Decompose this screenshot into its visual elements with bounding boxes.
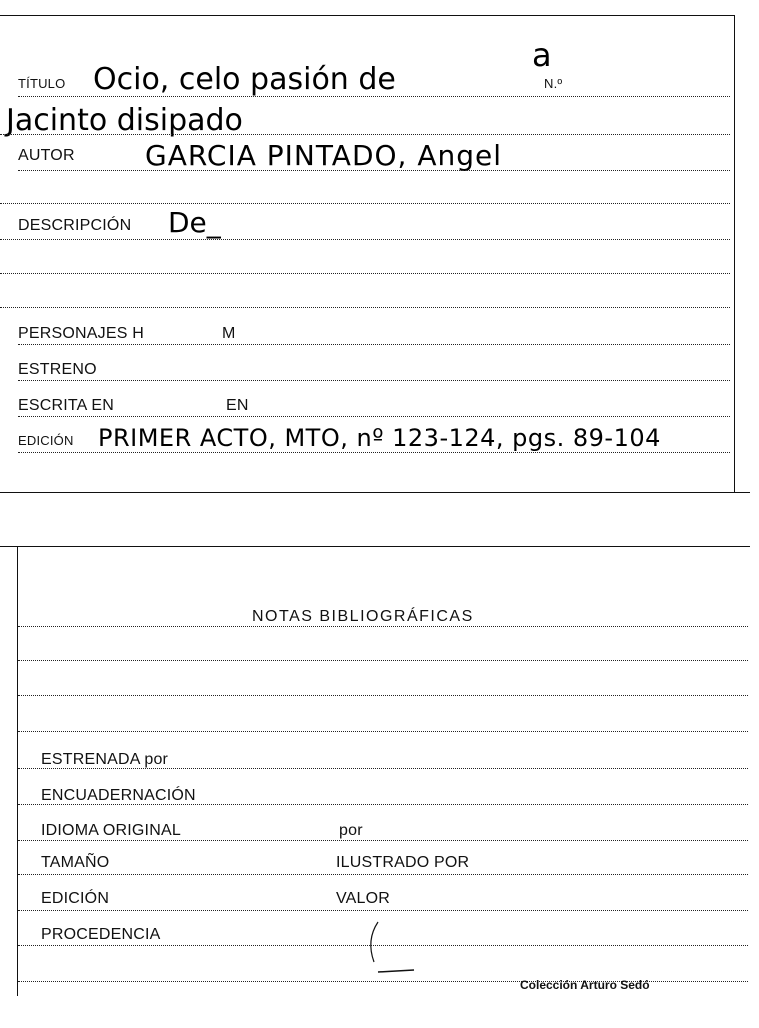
notas-line-3 xyxy=(18,695,748,696)
edicion-line xyxy=(18,452,730,453)
titulo-value-line2: Jacinto disipado xyxy=(6,103,243,138)
idioma-line xyxy=(18,840,748,841)
edicion-bottom-line xyxy=(18,910,748,911)
tamano-label: TAMAÑO xyxy=(41,854,110,871)
personajes-line xyxy=(18,344,730,345)
titulo-value: Ocio, celo pasión de xyxy=(93,62,396,97)
coleccion-label: Colección Arturo Sedó xyxy=(520,978,650,992)
valor-label: VALOR xyxy=(336,890,391,907)
notas-line-2 xyxy=(18,660,748,661)
estrenada-label: ESTRENADA por xyxy=(41,751,169,768)
notas-line-1 xyxy=(18,626,748,627)
bracket-mark xyxy=(364,918,424,978)
por-label: por xyxy=(339,822,363,839)
edicion-value: PRIMER ACTO, MTO, nº 123-124, pgs. 89-104 xyxy=(98,424,661,452)
bottom-card-left-border xyxy=(17,546,18,996)
estreno-label: ESTRENO xyxy=(18,361,97,378)
notas-heading: NOTAS BIBLIOGRÁFICAS xyxy=(252,608,474,625)
numero-value: a xyxy=(532,36,552,74)
titulo-line2 xyxy=(0,134,730,135)
escrita-en2-label: EN xyxy=(226,397,249,414)
blank-line-1 xyxy=(0,203,730,204)
numero-label: N.º xyxy=(544,76,563,91)
autor-label: AUTOR xyxy=(18,147,75,164)
encuadernacion-label: ENCUADERNACIÓN xyxy=(41,787,196,804)
bottom-card-top-border xyxy=(0,546,750,547)
estrenada-line xyxy=(18,768,748,769)
titulo-line xyxy=(18,96,730,97)
personajes-m-label: M xyxy=(222,325,236,342)
descripcion-label: DESCRIPCIÓN xyxy=(18,217,132,234)
blank-line-2 xyxy=(0,273,730,274)
encuadernacion-line xyxy=(18,804,748,805)
blank-line-3 xyxy=(0,307,730,308)
estreno-line xyxy=(18,380,730,381)
descripcion-line xyxy=(0,239,730,240)
edicion-label: EDICIÓN xyxy=(18,433,74,448)
tamano-line xyxy=(18,874,748,875)
descripcion-value: De_ xyxy=(168,206,221,239)
personajes-label: PERSONAJES H xyxy=(18,325,144,342)
autor-line xyxy=(18,170,730,171)
escrita-en-line xyxy=(18,416,730,417)
ilustrado-label: ILUSTRADO POR xyxy=(336,854,470,871)
autor-value: GARCIA PINTADO, Angel xyxy=(145,139,503,172)
notas-line-4 xyxy=(18,731,748,732)
right-border xyxy=(734,15,735,493)
edicion-bottom-label: EDICIÓN xyxy=(41,890,110,907)
escrita-en-label: ESCRITA EN xyxy=(18,397,114,414)
top-card-bottom-border xyxy=(0,492,750,493)
top-border xyxy=(0,15,735,16)
idioma-label: IDIOMA ORIGINAL xyxy=(41,822,181,839)
procedencia-label: PROCEDENCIA xyxy=(41,926,161,943)
titulo-label: TÍTULO xyxy=(18,76,66,91)
